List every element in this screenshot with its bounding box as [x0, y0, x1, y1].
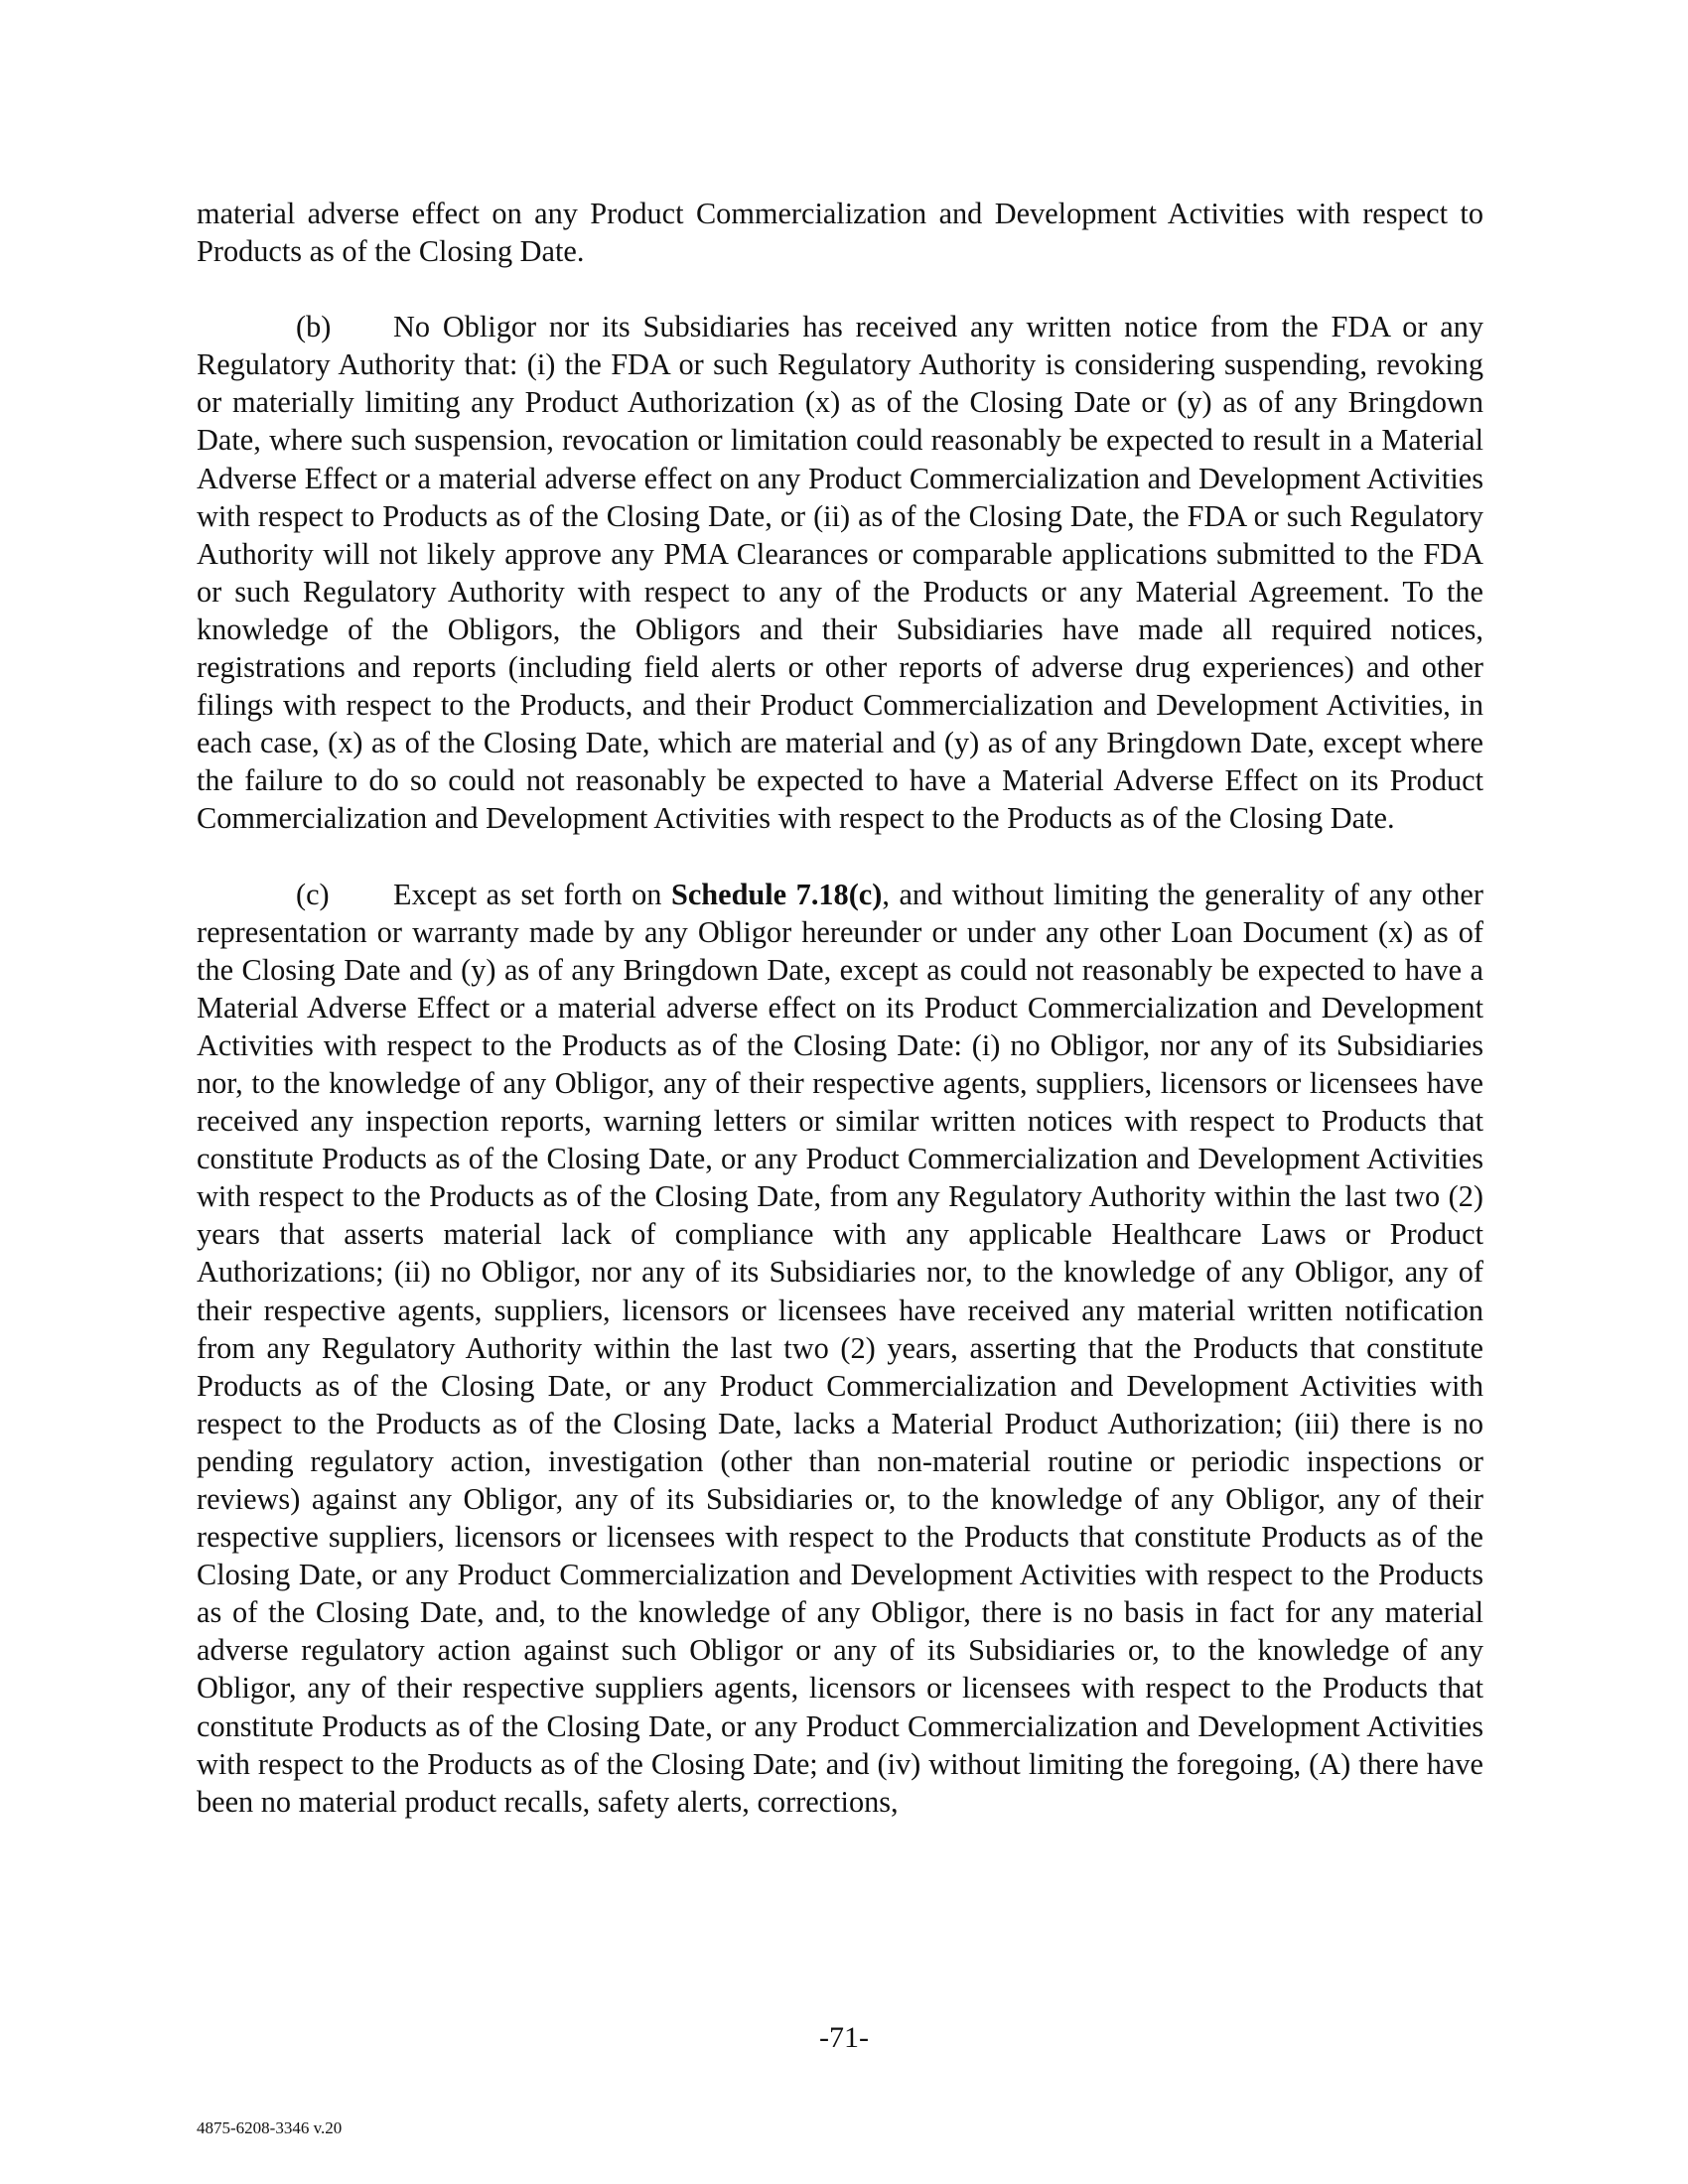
- paragraph-b-text: No Obligor nor its Subsidiaries has received any written notice from the FDA or any Regulatory Authority that: (i) the FDA or such Regulatory Authority is considering suspending, revoking or materially limiting any Product Authorization (x) as of the Closing Date or (y) as of any Bringdown Date, where such suspension, revocation or limitation could reasonably be expected to result in a Material Adverse Effect or a material adverse effect on any Product Commercialization and Development Activities with respect to Products as of the Closing Date, or (ii) as of the Closing Date, the FDA or such Regulatory Authority will not likely approve any PMA Clearances or comparable applications submitted to the FDA or such Regulatory Authority with respect to any of the Products or any Material Agreement. To the knowledge of the Obligors, the Obligors and their Subsidiaries have made all required notices, registrations and reports (including field alerts or other reports of adverse drug experiences) and other filings with respect to the Products, and their Product Commercialization and Development Activities, in each case, (x) as of the Closing Date, which are material and (y) as of any Bringdown Date, except where the failure to do so could not reasonably be expected to have a Material Adverse Effect on its Product Commercialization and Development Activities with respect to the Products as of the Closing Date.: [197, 310, 1483, 836]
- document-id: 4875-6208-3346 v.20: [197, 2118, 343, 2137]
- paragraph-c: [197, 876, 1483, 1821]
- paragraph-c-text-before: Except as set forth on: [393, 877, 671, 911]
- schedule-reference: Schedule 7.18(c): [670, 877, 883, 911]
- paragraph-b-label: (b): [296, 310, 332, 344]
- paragraph-b: [197, 308, 1483, 837]
- paragraph-c-text-after: , and without limiting the generality of any other representation or warranty made by any Obligor hereunder or under any other Loan Document (x) as of the Closing Date and (y) as of any Bringdown Date, except as could not reasonably be expected to have a Material Adverse Effect or a material adverse effect on its Product Commercialization and Development Activities with respect to the Products as of the Closing Date: (i) no Obligor, nor any of its Subsidiaries nor, to the knowledge of any Obligor, any of their respective agents, suppliers, licensors or licensees have received any inspection reports, warning letters or similar written notices with respect to Products that constitute Products as of the Closing Date, or any Product Commercialization and Development Activities with respect to the Products as of the Closing Date, from any Regulatory Authority within the last two (2) years that asserts material lack of compliance with any applicable Healthcare Laws or Product Authorizations; (ii) no Obligor, nor any of its Subsidiaries nor, to the knowledge of any Obligor, any of their respective agents, suppliers, licensors or licensees have received any material written notification from any Regulatory Authority within the last two (2) years, asserting that the Products that constitute Products as of the Closing Date, or any Product Commercialization and Development Activities with respect to the Products as of the Closing Date, lacks a Material Product Authorization; (iii) there is no pending regulatory action, investigation (other than non-material routine or periodic inspections or reviews) against any Obligor, any of its Subsidiaries or, to the knowledge of any Obligor, any of their respective suppliers, licensors or licensees with respect to the Products that constitute Products as of the Closing Date, or any Product Commercialization and Development Activities with respect to the Products as of the Closing Date, and, to the knowledge of any Obligor, there is no basis in fact for any material adverse regulatory action against such Obligor or any of its Subsidiaries or, to the knowledge of any Obligor, any of their respective suppliers agents, licensors or licensees with respect to the Products that constitute Products as of the Closing Date, or any Product Commercialization and Development Activities with respect to the Products as of the Closing Date; and (iv) without limiting the foregoing, (A) there have been no material product recalls, safety alerts, corrections,: [197, 877, 1483, 1819]
- paragraph-c-label: (c): [296, 877, 330, 911]
- paragraph-a-continuation: material adverse effect on any Product Commercialization and Development Activities with respect to Products as of the Closing Date.: [197, 197, 1483, 269]
- document-body: [197, 195, 1483, 1858]
- page-number: -71-: [819, 2021, 869, 2054]
